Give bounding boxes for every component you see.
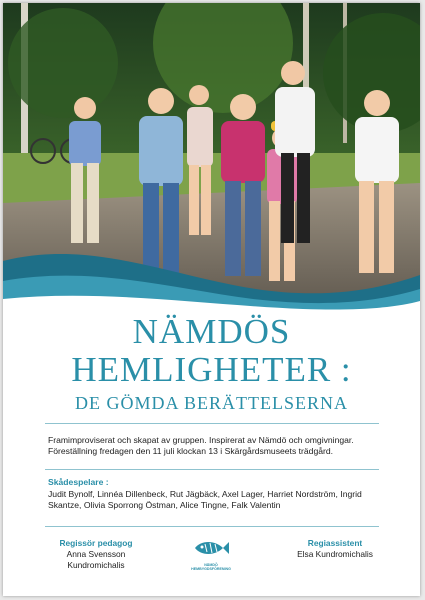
subtitle: DE GÖMDA BERÄTTELSERNA bbox=[75, 393, 348, 413]
assistant-name: Elsa Kundromichalis bbox=[297, 549, 373, 559]
title-line-1: NÄMDÖS bbox=[132, 312, 291, 351]
cast-list: Judit Bynolf, Linnéa Dillenbeck, Rut Jägbäck, Axel Lager, Harriet Nordström, Ingrid Skantze, Olivia Sporrong Östman, Alice Tingne, Falk Valentin bbox=[48, 489, 362, 510]
divider bbox=[45, 526, 379, 527]
director-role: Regissör pedagog bbox=[59, 538, 133, 548]
director-credit bbox=[41, 538, 151, 571]
divider bbox=[45, 469, 379, 470]
children-running-image bbox=[3, 3, 420, 313]
association-logo bbox=[189, 538, 233, 572]
poster bbox=[3, 3, 420, 596]
divider bbox=[45, 423, 379, 424]
logo-caption: NÄMDÖ HEMBYGDSFÖRENING bbox=[191, 563, 231, 571]
fish-logo-icon bbox=[193, 538, 229, 558]
assistant-role: Regiassistent bbox=[307, 538, 363, 548]
title-line-2: HEMLIGHETER : bbox=[71, 350, 352, 389]
assistant-credit bbox=[287, 538, 383, 560]
cast-heading: Skådespelare : bbox=[48, 477, 109, 487]
director-name: Anna Svensson Kundromichalis bbox=[66, 549, 126, 570]
event-description: Framimproviserat och skapat av gruppen. Inspirerat av Nämdö och omgivningar. Föreställning fredagen den 11 juli klockan 13 i Skärgårdsmuseets trädgård. bbox=[48, 435, 354, 456]
hero-photo bbox=[3, 3, 420, 313]
